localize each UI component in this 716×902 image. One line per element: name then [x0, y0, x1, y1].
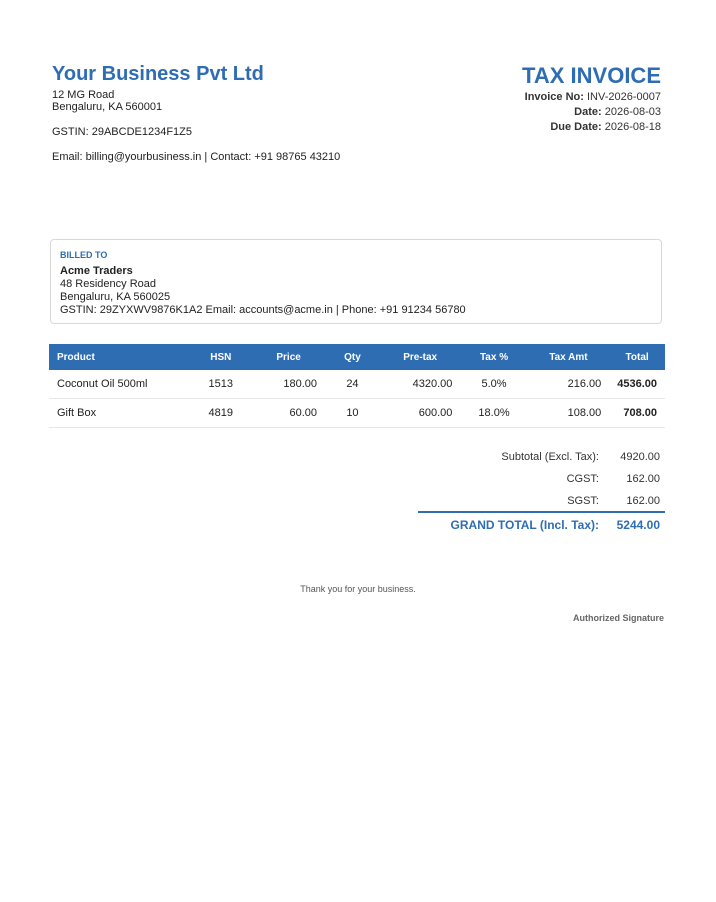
sgst-value: 162.00	[626, 495, 660, 507]
business-contact: Email: billing@yourbusiness.in | Contact: +91 98765 43210	[52, 151, 341, 163]
cell-total: 4536.00	[609, 370, 665, 399]
cell-tax-amt: 108.00	[528, 399, 610, 428]
subtotal-value: 4920.00	[620, 451, 660, 463]
invoice-date-label: Date:	[574, 106, 602, 118]
billed-to-card	[50, 239, 662, 324]
cell-qty: 24	[325, 370, 380, 399]
table-row	[49, 399, 665, 428]
invoice-due-value: 2026-08-18	[604, 121, 661, 133]
business-gstin: GSTIN: 29ABCDE1234F1Z5	[52, 126, 193, 138]
invoice-number-label: Invoice No:	[524, 91, 584, 103]
authorized-signature: Authorized Signature	[572, 613, 664, 623]
business-name: Your Business Pvt Ltd	[52, 63, 264, 85]
cell-tax-amt: 216.00	[528, 370, 610, 399]
billed-to-name: Acme Traders	[60, 265, 133, 277]
cgst-value: 162.00	[626, 473, 660, 485]
cell-hsn: 1513	[189, 370, 252, 399]
table-row	[49, 370, 665, 399]
billed-to-address-line1: 48 Residency Road	[60, 278, 157, 290]
cell-product: Coconut Oil 500ml	[49, 370, 189, 399]
col-tax-pct: Tax %	[460, 344, 527, 370]
invoice-date	[574, 106, 661, 118]
col-price: Price	[252, 344, 325, 370]
col-total: Total	[609, 344, 665, 370]
col-qty: Qty	[325, 344, 380, 370]
cell-price: 180.00	[252, 370, 325, 399]
invoice-number-value: INV-2026-0007	[587, 91, 661, 103]
cell-product: Gift Box	[49, 399, 189, 428]
thank-you-note: Thank you for your business.	[300, 584, 416, 594]
business-address-line1: 12 MG Road	[52, 89, 115, 101]
business-address-line2: Bengaluru, KA 560001	[52, 101, 163, 113]
cell-pretax: 600.00	[380, 399, 461, 428]
cgst-label: CGST:	[566, 473, 599, 485]
grand-total-label: GRAND TOTAL (Incl. Tax):	[450, 518, 599, 532]
grand-total-divider	[418, 511, 665, 513]
cell-tax-pct: 18.0%	[460, 399, 527, 428]
invoice-title: TAX INVOICE	[522, 63, 661, 88]
grand-total-value: 5244.00	[616, 518, 660, 532]
billed-to-address-line2: Bengaluru, KA 560025	[60, 291, 171, 303]
invoice-due-label: Due Date:	[550, 121, 602, 133]
cell-pretax: 4320.00	[380, 370, 461, 399]
cell-tax-pct: 5.0%	[460, 370, 527, 399]
subtotal-label: Subtotal (Excl. Tax):	[501, 451, 599, 463]
items-table	[49, 344, 665, 428]
cell-qty: 10	[325, 399, 380, 428]
sgst-label: SGST:	[567, 495, 599, 507]
invoice-number	[525, 91, 661, 103]
col-tax-amt: Tax Amt	[528, 344, 610, 370]
cell-hsn: 4819	[189, 399, 252, 428]
cell-total: 708.00	[609, 399, 665, 428]
billed-to-details: GSTIN: 29ZYXWV9876K1A2 Email: accounts@acme.in | Phone: +91 91234 56780	[60, 304, 466, 316]
invoice-due-date	[550, 121, 661, 133]
cell-price: 60.00	[252, 399, 325, 428]
invoice-date-value: 2026-08-03	[604, 106, 661, 118]
col-pretax: Pre-tax	[380, 344, 461, 370]
col-product: Product	[49, 344, 189, 370]
table-header-row	[49, 344, 665, 370]
col-hsn: HSN	[189, 344, 252, 370]
billed-to-heading: BILLED TO	[60, 250, 108, 260]
